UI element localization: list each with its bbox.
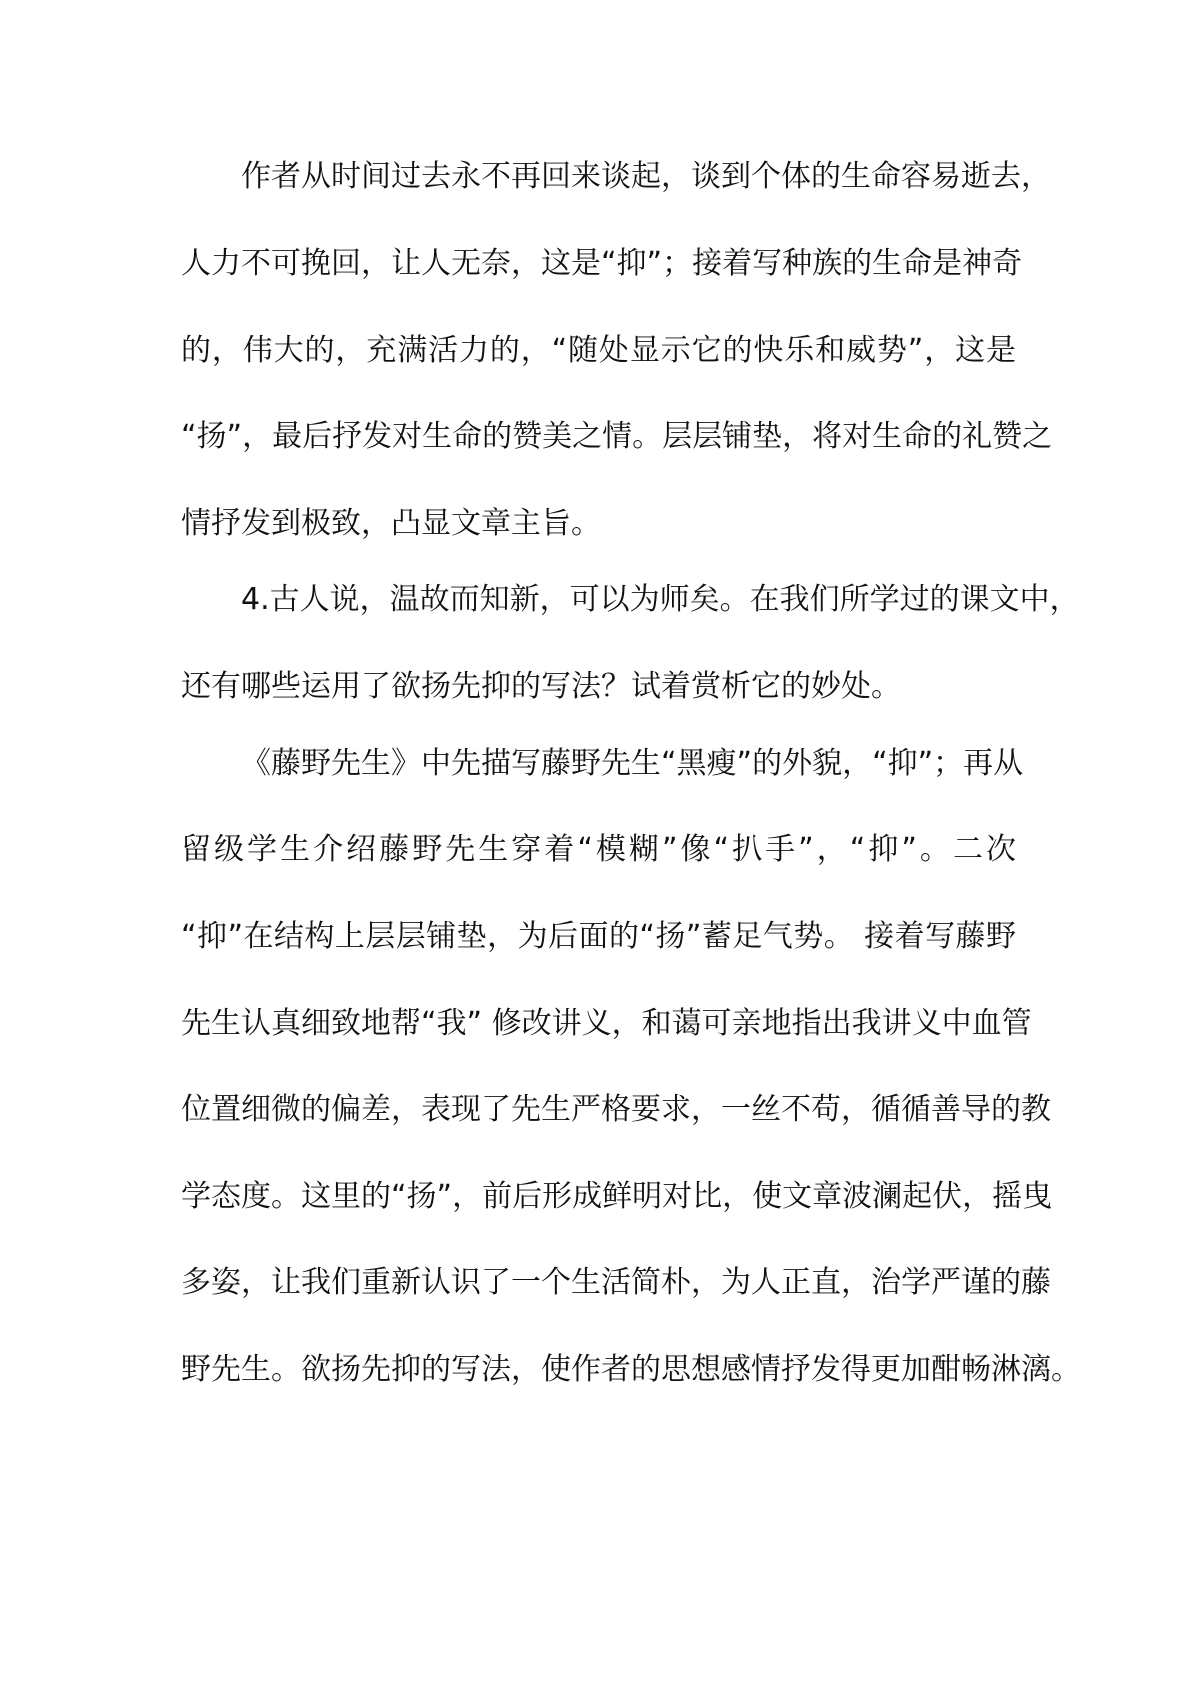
answer-line-4: 先生认真细致地帮“我” 修改讲义，和蔼可亲地指出我讲义中血管	[181, 1006, 1032, 1041]
answer-line-6: 学态度。这里的“扬”，前后形成鲜明对比，使文章波澜起伏，摇曳	[181, 1179, 1053, 1214]
paragraph-1-line-4: “扬”，最后抒发对生命的赞美之情。层层铺垫，将对生命的礼赞之	[181, 419, 1053, 454]
answer-line-3: “抑”在结构上层层铺垫，为后面的“扬”蓄足气势。 接着写藤野	[181, 919, 1016, 954]
answer-line-2: 留级学生介绍藤野先生穿着“模糊”像“扒手”，“抑”。二次	[181, 832, 1016, 867]
paragraph-1-line-5: 情抒发到极致，凸显文章主旨。	[181, 506, 601, 541]
question-4-line-1: 4.古人说，温故而知新，可以为师矣。在我们所学过的课文中，	[241, 582, 1080, 617]
answer-line-7: 多姿，让我们重新认识了一个生活简朴，为人正直，治学严谨的藤	[181, 1265, 1051, 1300]
answer-line-8: 野先生。欲扬先抑的写法，使作者的思想感情抒发得更加酣畅淋漓。	[181, 1352, 1081, 1387]
document-page	[181, 0, 1081, 1684]
paragraph-1-line-2: 人力不可挽回，让人无奈，这是“抑”；接着写种族的生命是神奇	[181, 246, 1023, 281]
question-4-line-2: 还有哪些运用了欲扬先抑的写法？试着赏析它的妙处。	[181, 669, 901, 704]
answer-line-1: 《藤野先生》中先描写藤野先生“黑瘦”的外貌，“抑”；再从	[241, 746, 1024, 781]
paragraph-1-line-1: 作者从时间过去永不再回来谈起，谈到个体的生命容易逝去，	[241, 159, 1051, 194]
paragraph-1-line-3: 的，伟大的，充满活力的，“随处显示它的快乐和威势”，这是	[181, 333, 1016, 368]
answer-line-5: 位置细微的偏差，表现了先生严格要求，一丝不苟，循循善导的教	[181, 1092, 1051, 1127]
